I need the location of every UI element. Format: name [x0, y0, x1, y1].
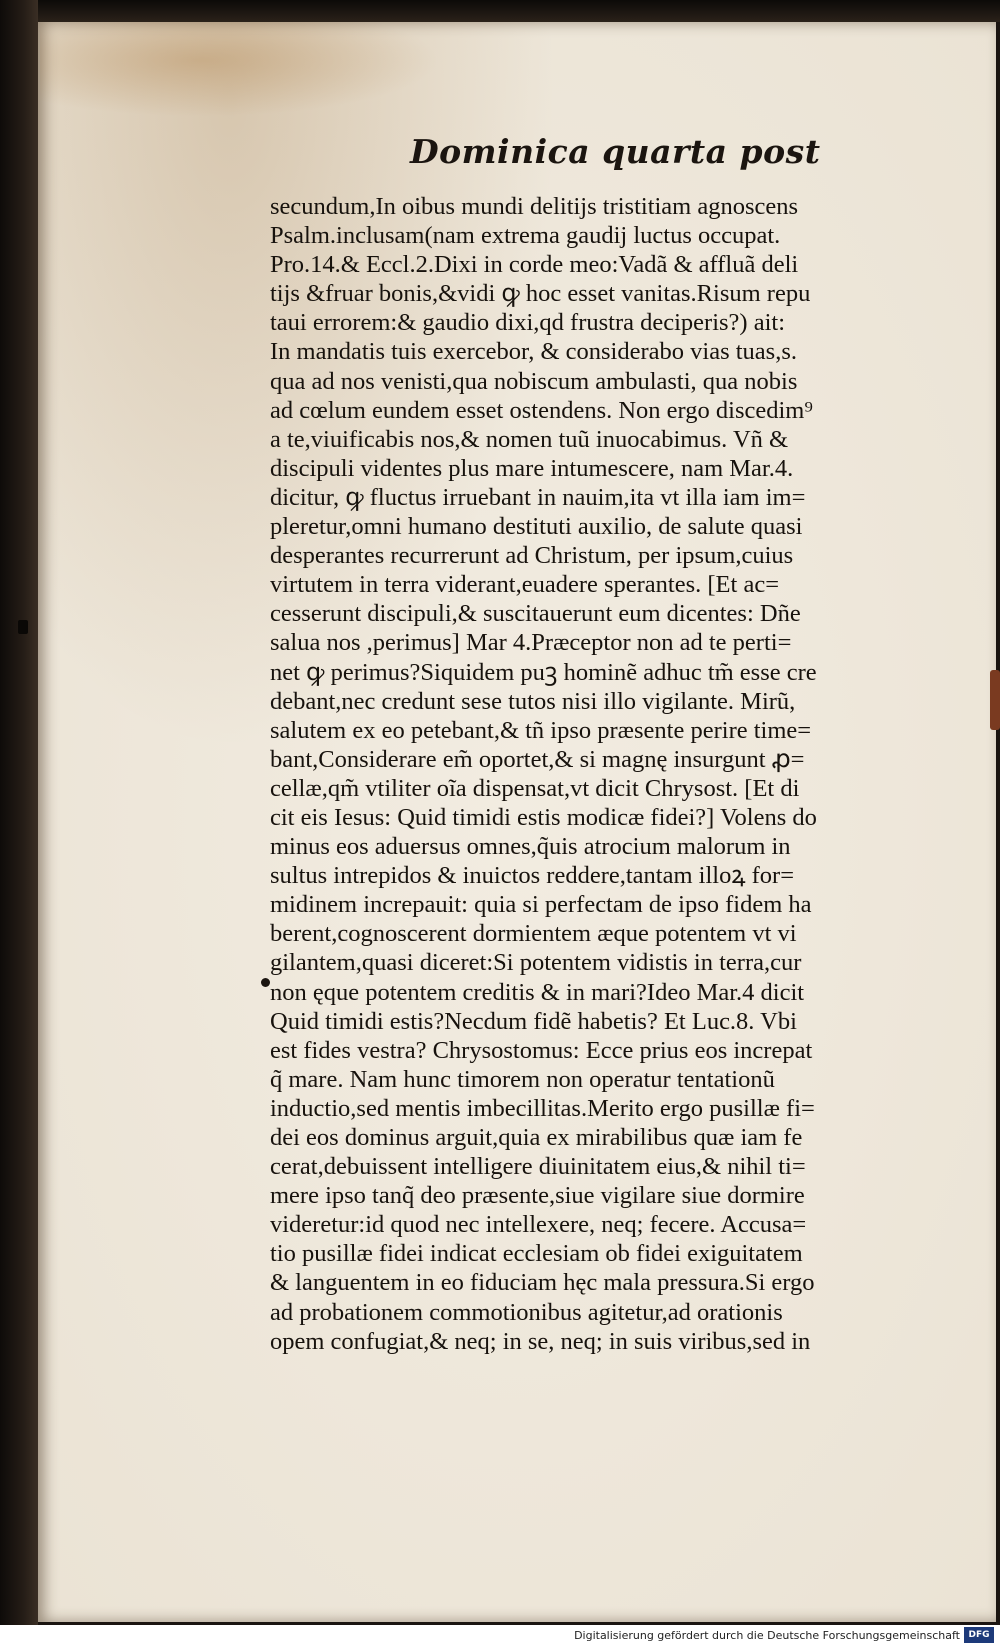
text-line: q̃ mare. Nam hunc timorem non operatur tentationũ [270, 1065, 775, 1093]
text-line: est fides vestra? Chrysostomus: Ecce prius eos increpat [270, 1036, 813, 1064]
text-line: Psalm.inclusam(nam extrema gaudij luctus occupat. [270, 222, 781, 250]
text-line: mere ipso tanq̃ deo præsente,siue vigilare siue dormire [270, 1182, 805, 1210]
text-line: net ꝙ perimus?Siquidem puꝫ hominẽ adhuc tm̃ esse cre [270, 658, 817, 686]
text-line: inductio,sed mentis imbecillitas.Merito ergo pusillæ fi= [270, 1094, 815, 1122]
book-spine-edge [0, 0, 38, 1651]
text-line: salua nos ,perimus] Mar 4.Præceptor non ad te perti= [270, 629, 792, 657]
text-line: sultus intrepidos & inuictos reddere,tantam illoꝝ for= [270, 862, 795, 890]
text-line: videretur:id quod nec intellexere, neq; fecere. Accusa= [270, 1211, 807, 1239]
text-line: secundum,In oibus mundi delitijs tristitiam agnoscens [270, 193, 799, 220]
scan-top-border [0, 0, 1000, 22]
text-line: & languentem in eo fiduciam hęc mala pressura.Si ergo [270, 1269, 815, 1297]
text-line: bant,Considerare em̃ oportet,& si magnę insurgunt ꝓ= [270, 745, 805, 773]
text-line: salutem ex eo petebant,& tñ ipso præsente perire time= [270, 716, 812, 744]
text-line: opem confugiat,& neq; in se, neq; in suis viribus,sed in [270, 1327, 811, 1355]
text-line: In mandatis tuis exercebor, & considerabo vias tuas,s. [270, 338, 797, 366]
text-line: Quid timidi estis?Necdum fidẽ habetis? Et Luc.8. Vbi [270, 1007, 797, 1035]
text-line: qua ad nos venisti,qua nobiscum ambulasti, qua nobis [270, 367, 798, 395]
text-line: ad probationem commotionibus agitetur,ad orationis [270, 1298, 783, 1326]
text-line: tio pusillæ fidei indicat ecclesiam ob fidei exiguitatem [270, 1240, 803, 1268]
text-line: debant,nec credunt sese tutos nisi illo vigilante. Mirũ, [270, 687, 796, 715]
text-line: gilantem,quasi diceret:Si potentem vidistis in terra,cur [270, 949, 802, 977]
footer-credit: Digitalisierung gefördert durch die Deutsche Forschungsgemeinschaft [574, 1629, 960, 1642]
body-text [270, 192, 970, 1356]
text-line: minus eos aduersus omnes,q̃uis atrocium malorum in [270, 833, 791, 861]
text-line: pleretur,omni humano destituti auxilio, de salute quasi [270, 513, 803, 541]
text-line: dei eos dominus arguit,quia ex mirabilibus quæ iam fe [270, 1124, 803, 1151]
text-line: virtutem in terra viderant,euadere sperantes. [Et ac= [270, 571, 780, 599]
dfg-logo-icon: DFG [964, 1627, 994, 1643]
text-line: a te,viuificabis nos,& nomen tuũ inuocabimus. Vñ & [270, 425, 789, 453]
text-line: midinem increpauit: quia si perfectam de ipso fidem ha [270, 891, 812, 919]
text-line: cerat,debuissent intelligere diuinitatem eius,& nihil ti= [270, 1153, 806, 1181]
text-line: discipuli videntes plus mare intumescere, nam Mar.4. [270, 454, 794, 482]
text-line: cesserunt discipuli,& suscitauerunt eum dicentes: Dñe [270, 600, 801, 628]
running-head: Dominica quarta post [410, 132, 821, 171]
text-line: Pro.14.& Eccl.2.Dixi in corde meo:Vadã & affluã deli [270, 251, 799, 279]
edge-mark [18, 620, 28, 634]
text-line: tijs &fruar bonis,&vidi ꝙ hoc esset vanitas.Risum repu [270, 280, 811, 308]
page-marker-tab [990, 670, 1000, 730]
text-line: cellæ,qm̃ vtiliter oĩa dispensat,vt dicit Chrysost. [Et di [270, 774, 800, 802]
text-line: cit eis Iesus: Quid timidi estis modicæ fidei?] Volens do [270, 803, 817, 831]
text-line: taui errorem:& gaudio dixi,qd frustra deciperis?) ait: [270, 309, 786, 337]
margin-mark [261, 978, 270, 987]
text-line: non ęque potentem creditis & in mari?Ideo Mar.4 dicit [270, 978, 805, 1006]
text-line: desperantes recurrerunt ad Christum, per ipsum,cuius [270, 542, 794, 570]
text-line: berent,cognoscerent dormientem æque potentem vt vi [270, 920, 797, 948]
text-line: dicitur, ꝙ fluctus irruebant in nauim,ita vt illa iam im= [270, 483, 806, 511]
text-line: ad cœlum eundem esset ostendens. Non ergo discedim⁹ [270, 396, 813, 424]
